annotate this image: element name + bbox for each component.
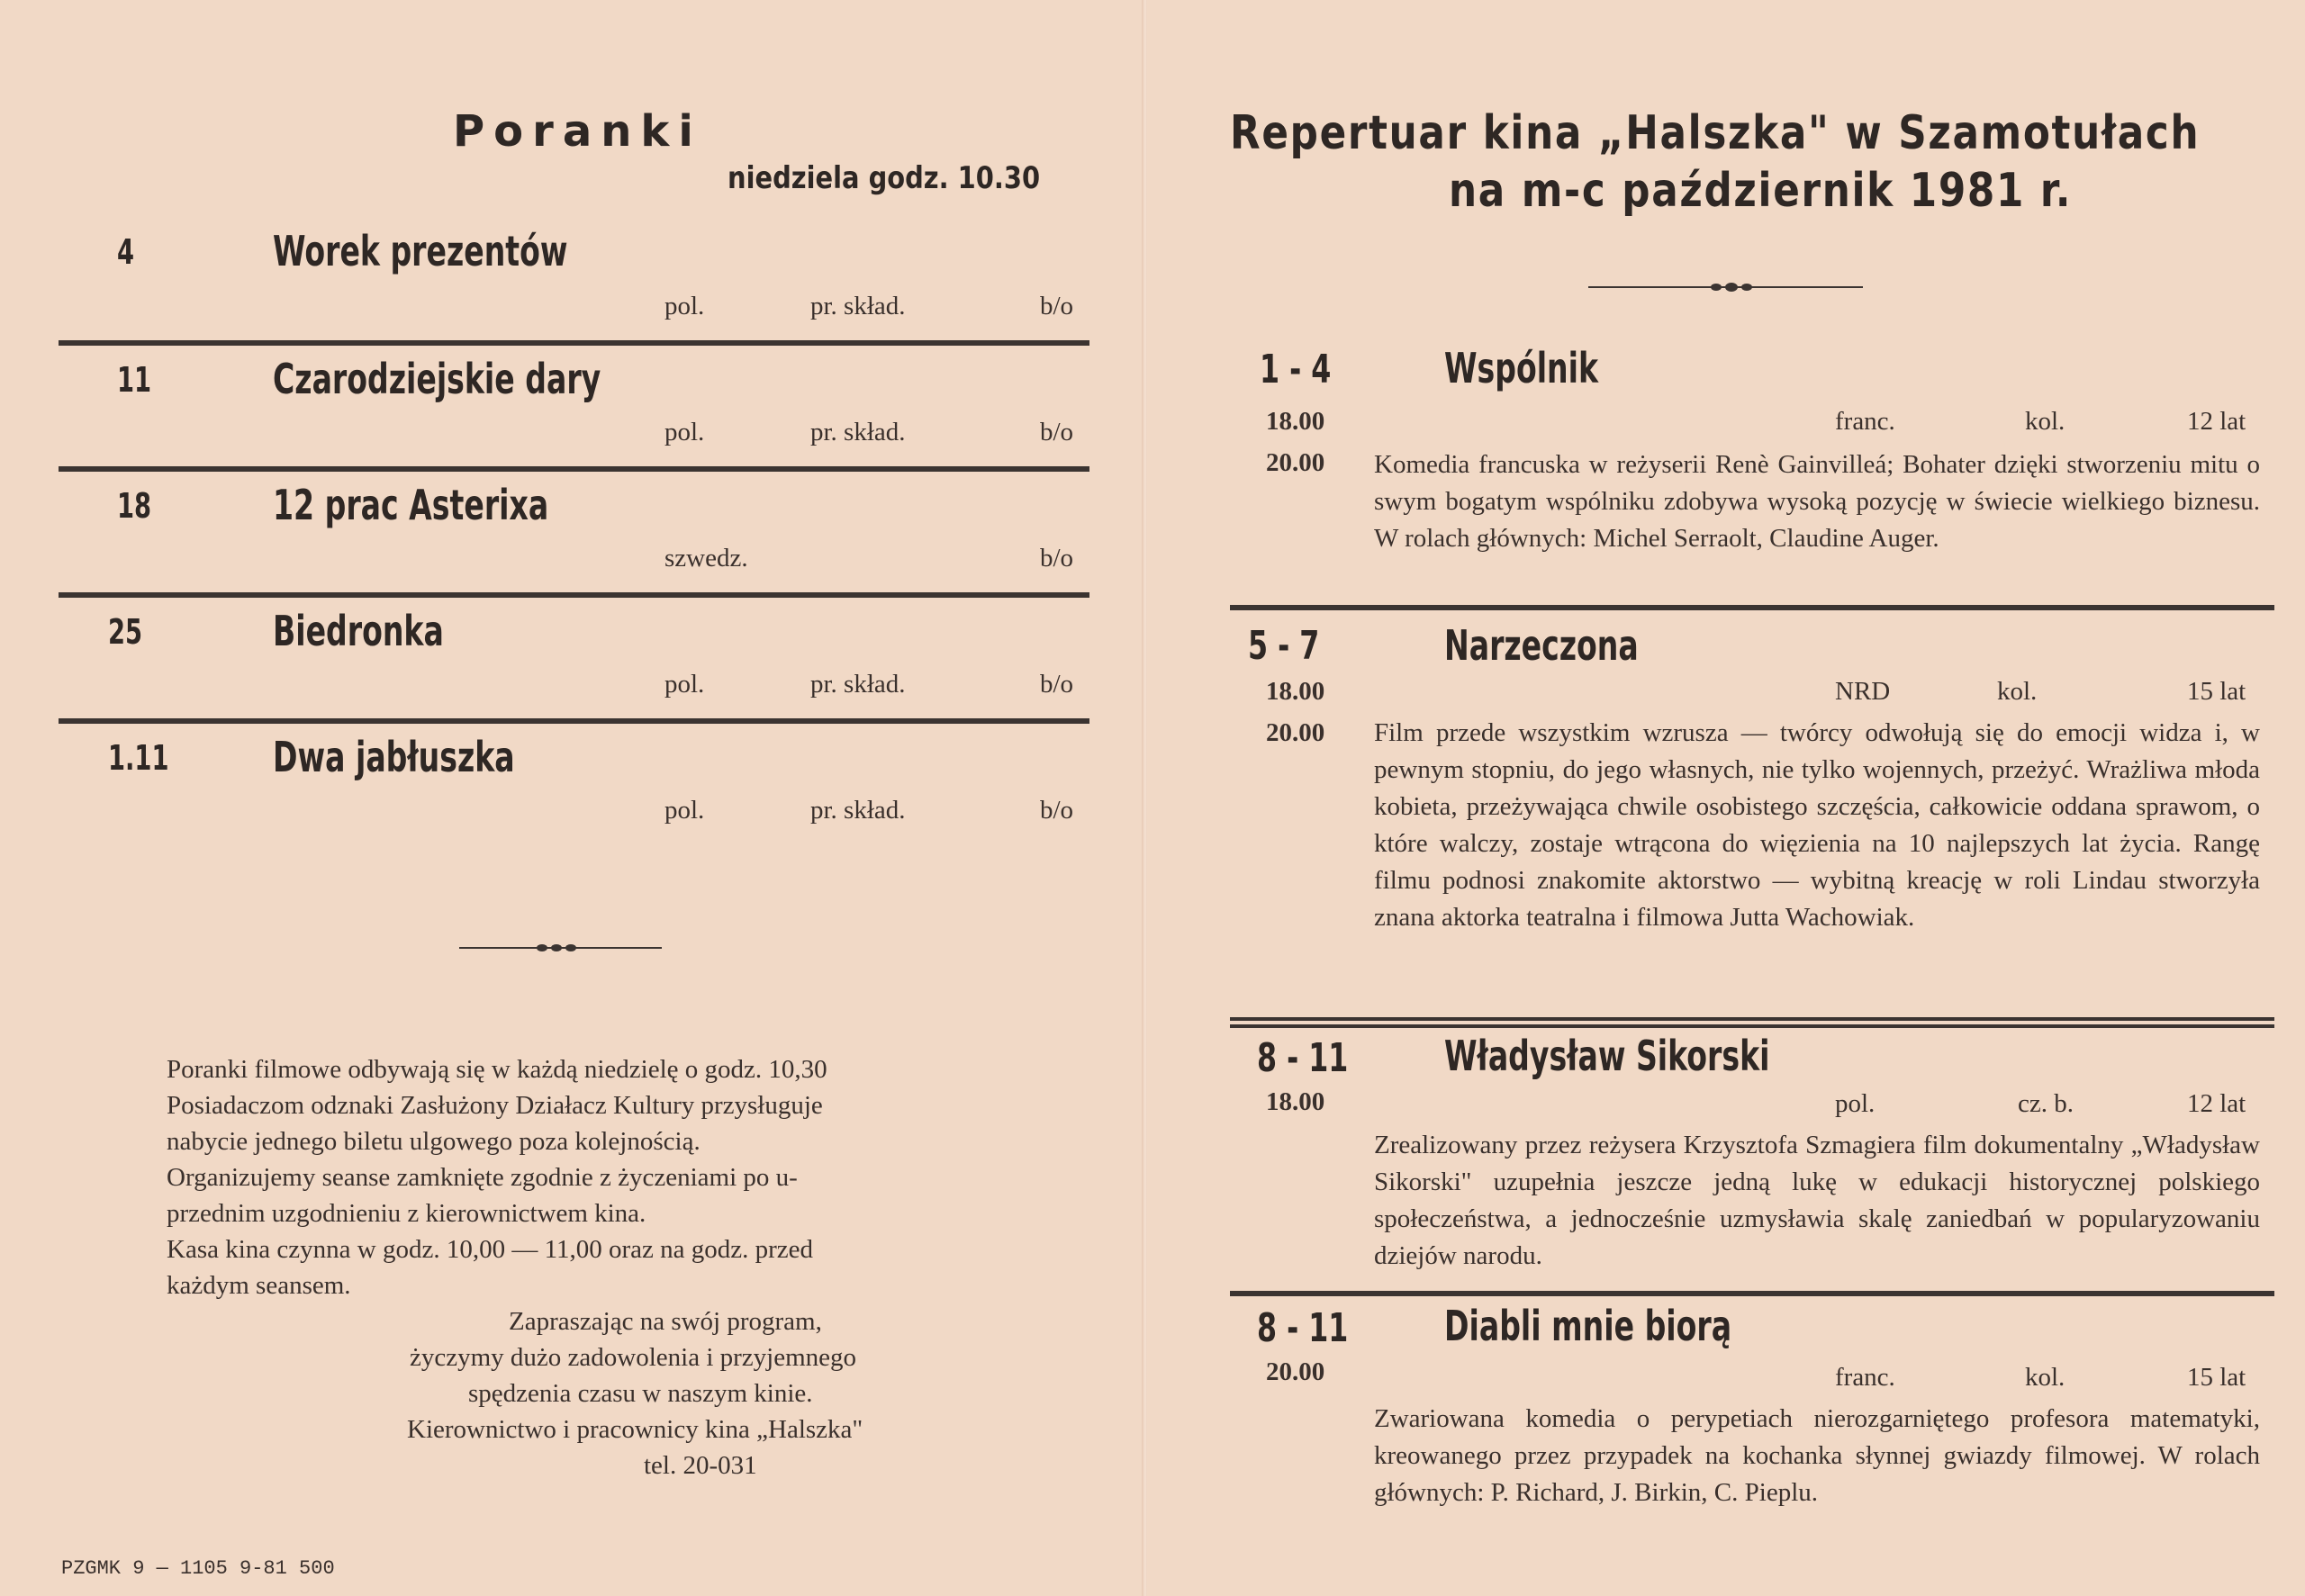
closing-line: Kierownictwo i pracownicy kina „Halszka": [407, 1415, 863, 1444]
divider: [59, 466, 1089, 472]
info-line: Kasa kina czynna w godz. 10,00 — 11,00 oraz na godz. przed: [167, 1235, 814, 1264]
film-origin: NRD: [1835, 677, 1891, 706]
screening-title: Czarodziejskie dary: [273, 355, 601, 403]
film-title: Narzeczona: [1444, 621, 1639, 670]
film-age: 15 lat: [2187, 677, 2246, 706]
film-title: Wspólnik: [1444, 344, 1599, 392]
screening-type: pr. skład.: [810, 796, 906, 825]
film-description: Film przede wszystkim wzrusza — twórcy odwołują się do emocji widza i, w pewnym stopniu, do jego własnych, nie tylko wojennych, przeżyć. Wrażliwa młoda kobieta, przeżywająca chwile osobistego szczęścia, całkowicie oddana sprawom, o które walczy, zostaje wtrącona do więzienia na 10 najlepszych lat życia. Rangę filmu podnosi znakomite aktorstwo — wybitną kreację w roli Lindau stworzyła znana aktorka teatralna i filmowa Jutta Wachowiak.: [1374, 718, 2260, 932]
info-line: przednim uzgodnieniu z kierownictwem kina.: [167, 1199, 646, 1228]
screening-type: pr. skład.: [810, 418, 906, 446]
screening-age: b/o: [1040, 292, 1074, 320]
screening-age: b/o: [1040, 418, 1074, 446]
screening-date: 1.11: [108, 738, 169, 778]
screening-origin: pol.: [664, 292, 705, 320]
divider: [59, 340, 1089, 346]
film-color: kol.: [2025, 1363, 2065, 1392]
screening-date: 4: [117, 232, 135, 272]
film-age: 12 lat: [2187, 1089, 2246, 1118]
info-line: nabycie jednego biletu ulgowego poza kolejnością.: [167, 1127, 701, 1156]
film-description: Zrealizowany przez reżysera Krzysztofa Szmagiera film dokumentalny „Władysław Sikorski" uzupełnia jeszcze jedną lukę w edukacji historycznej polskiego społeczeństwa, a jednocześnie uzmysławia skalę zaniedbań w popularyzowaniu dziejów narodu.: [1374, 1131, 2260, 1270]
screening-origin: szwedz.: [664, 544, 748, 573]
screening-date: 18: [117, 486, 152, 526]
info-line: każdym seansem.: [167, 1271, 351, 1300]
screening-age: b/o: [1040, 670, 1074, 699]
screening-age: b/o: [1040, 544, 1074, 573]
poranki-heading: Poranki: [453, 106, 702, 157]
film-description: Zwariowana komedia o perypetiach nierozgarniętego profesora matematyki, kreowanego przez przypadek na kochanka słynnej gwiazdy filmowej. W rolach głównych: P. Richard, J. Birkin, C. Pieplu.: [1374, 1404, 2260, 1507]
divider: [1230, 1024, 2274, 1028]
film-dates: 1 - 4: [1260, 347, 1332, 392]
film-age: 12 lat: [2187, 407, 2246, 436]
screening-title: Worek prezentów: [273, 227, 568, 275]
film-description: Komedia francuska w reżyserii Renè Gainvilleá; Bohater dzięki stworzeniu mitu o swym bogatym wspólniku zdobywa wysoką pozycję w świecie wielkiego biznesu. W rolach głównych: Michel Serraolt, Claudine Auger.: [1374, 450, 2260, 553]
film-origin: pol.: [1835, 1089, 1876, 1118]
screening-title: 12 prac Asterixa: [273, 481, 549, 529]
closing-line: Zapraszając na swój program,: [509, 1307, 822, 1336]
film-origin: franc.: [1835, 407, 1895, 436]
film-color: cz. b.: [2018, 1089, 2074, 1118]
film-title: Władysław Sikorski: [1444, 1032, 1770, 1080]
film-title: Diabli mnie biorą: [1444, 1302, 1732, 1350]
film-dates: 8 - 11: [1257, 1305, 1349, 1351]
divider: [1230, 605, 2274, 610]
screening-title: Dwa jabłuszka: [273, 733, 515, 781]
film-time: 20.00: [1266, 718, 1325, 747]
film-time: 18.00: [1266, 677, 1325, 706]
divider: [59, 592, 1089, 598]
screening-title: Biedronka: [273, 607, 444, 655]
film-origin: franc.: [1835, 1363, 1895, 1392]
screening-type: pr. skład.: [810, 670, 906, 699]
screening-date: 25: [108, 612, 143, 652]
screening-type: pr. skład.: [810, 292, 906, 320]
screening-age: b/o: [1040, 796, 1074, 825]
film-dates: 8 - 11: [1257, 1035, 1349, 1081]
screening-origin: pol.: [664, 670, 705, 699]
info-line: Posiadaczom odznaki Zasłużony Działacz Kultury przysługuje: [167, 1091, 823, 1120]
left-page: [0, 0, 1143, 1596]
print-code: PZGMK 9 — 1105 9-81 500: [61, 1557, 335, 1580]
film-time: 20.00: [1266, 1357, 1325, 1386]
divider: [59, 718, 1089, 724]
film-dates: 5 - 7: [1248, 623, 1320, 669]
screening-date: 11: [117, 360, 152, 400]
divider: [1230, 1017, 2274, 1021]
closing-line: życzymy dużo zadowolenia i przyjemnego: [410, 1343, 857, 1372]
right-page: [1147, 0, 2305, 1596]
poranki-subheading: niedziela godz. 10.30: [728, 160, 1041, 196]
film-time: 18.00: [1266, 1087, 1325, 1116]
screening-origin: pol.: [664, 796, 705, 825]
film-color: kol.: [1997, 677, 2038, 706]
film-color: kol.: [2025, 407, 2065, 436]
info-line: Organizujemy seanse zamknięte zgodnie z życzeniami po u-: [167, 1163, 798, 1192]
film-time: 18.00: [1266, 407, 1325, 436]
screening-origin: pol.: [664, 418, 705, 446]
info-line: Poranki filmowe odbywają się w każdą niedzielę o godz. 10,30: [167, 1055, 827, 1084]
closing-line: tel. 20-031: [644, 1451, 757, 1480]
closing-line: spędzenia czasu w naszym kinie.: [468, 1379, 813, 1408]
film-age: 15 lat: [2187, 1363, 2246, 1392]
film-time: 20.00: [1266, 448, 1325, 477]
repertoire-subtitle: na m-c październik 1981 r.: [1449, 164, 2073, 218]
repertoire-title: Repertuar kina „Halszka" w Szamotułach: [1230, 106, 2201, 160]
divider: [1230, 1291, 2274, 1296]
